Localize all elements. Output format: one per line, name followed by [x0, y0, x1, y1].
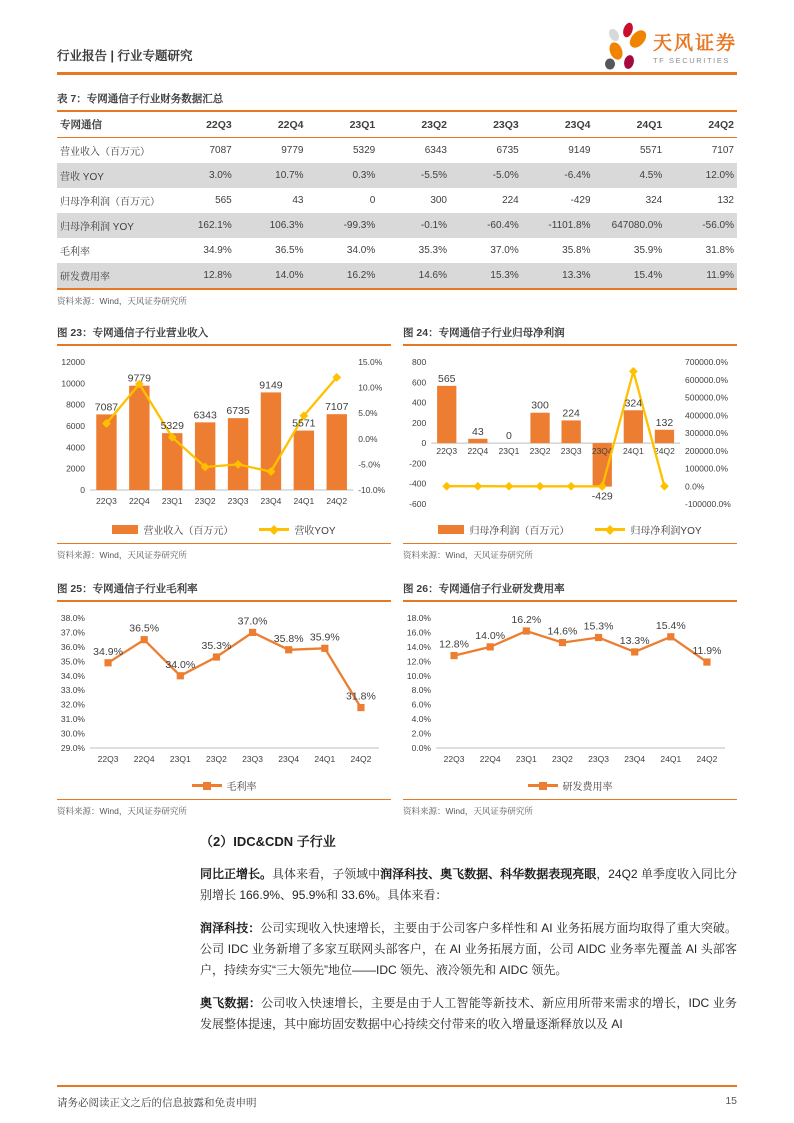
svg-text:6343: 6343	[193, 409, 217, 422]
svg-text:23Q1: 23Q1	[515, 754, 537, 764]
svg-text:0: 0	[421, 438, 427, 449]
table-source: 资料来源：Wind，天风证券研究所	[57, 296, 187, 306]
table-column-header: 24Q1	[636, 118, 663, 131]
svg-text:0: 0	[506, 430, 512, 443]
svg-text:200: 200	[412, 417, 427, 428]
svg-text:36.0%: 36.0%	[60, 641, 85, 652]
svg-text:500000.0%: 500000.0%	[685, 392, 729, 403]
table-cell: 0.3%	[352, 170, 376, 181]
svg-text:10.0%: 10.0%	[406, 670, 431, 681]
svg-text:224: 224	[562, 407, 580, 420]
figure-24-legend	[403, 522, 737, 537]
figure-26-title: 图 26：专网通信子行业研发费用率	[403, 581, 737, 602]
table-corner-header: 专网通信	[60, 119, 102, 131]
figure-24-chart	[403, 350, 737, 520]
table-cell: 7087	[209, 145, 232, 156]
table-row	[57, 188, 737, 213]
legend-label: 营收YOY	[294, 526, 336, 537]
table-cell: 35.3%	[418, 245, 447, 256]
table-cell: 565	[215, 195, 232, 206]
svg-text:4.0%: 4.0%	[411, 714, 431, 725]
svg-text:600: 600	[412, 377, 427, 388]
svg-text:7107: 7107	[325, 401, 349, 414]
svg-text:23Q3: 23Q3	[227, 496, 249, 506]
table-cell: 15.4%	[633, 270, 663, 281]
svg-text:0.0%: 0.0%	[358, 433, 378, 444]
table-cell: 6735	[496, 145, 519, 156]
svg-text:24Q1: 24Q1	[660, 754, 682, 764]
svg-text:-200: -200	[409, 458, 427, 469]
table-row-label: 归母净利润 YOY	[60, 222, 134, 233]
table-cell: 300	[430, 195, 447, 206]
table-cell: -429	[570, 195, 591, 206]
svg-text:31.0%: 31.0%	[60, 714, 85, 725]
svg-text:35.9%: 35.9%	[309, 631, 340, 644]
legend-label: 归母净利润（百万元）	[469, 526, 570, 537]
table-cell: 162.1%	[197, 220, 232, 231]
svg-text:324: 324	[624, 397, 643, 410]
table-cell: 647080.0%	[611, 220, 663, 231]
legend-swatch	[192, 784, 222, 787]
legend-swatch	[259, 528, 289, 531]
table-cell: 14.6%	[418, 270, 447, 281]
svg-text:12.0%: 12.0%	[406, 656, 431, 667]
table-cell: 12.0%	[705, 170, 734, 181]
svg-text:200000.0%: 200000.0%	[685, 445, 729, 456]
table-cell: 3.0%	[208, 170, 232, 181]
figure-26-chart	[403, 606, 737, 776]
table-cell: -5.5%	[420, 170, 447, 181]
page-number: 15	[725, 1095, 737, 1107]
brand-logo	[601, 22, 737, 70]
svg-text:24Q1: 24Q1	[622, 446, 644, 457]
svg-text:16.0%: 16.0%	[406, 627, 431, 638]
table-cell: 5329	[353, 145, 376, 156]
svg-text:132: 132	[655, 416, 674, 429]
svg-text:23Q2: 23Q2	[206, 754, 227, 764]
svg-text:22Q3: 22Q3	[436, 446, 458, 457]
svg-text:23Q2: 23Q2	[529, 446, 551, 457]
svg-text:31.8%: 31.8%	[346, 690, 376, 703]
svg-text:2.0%: 2.0%	[411, 728, 431, 739]
table-column-header: 23Q4	[564, 118, 591, 131]
legend-swatch	[595, 528, 625, 531]
figure-23-title: 图 23：专网通信子行业营业收入	[57, 325, 391, 346]
page-header	[57, 0, 737, 70]
table-cell: 106.3%	[269, 220, 304, 231]
svg-text:34.0%: 34.0%	[60, 670, 85, 681]
table-cell: 31.8%	[705, 245, 734, 256]
legend-item	[112, 522, 233, 537]
svg-text:9149: 9149	[259, 379, 283, 392]
table-row-label: 营收 YOY	[60, 172, 104, 183]
svg-text:14.0%: 14.0%	[406, 641, 431, 652]
legend-label: 毛利率	[226, 782, 257, 793]
table-cell: 224	[502, 195, 519, 206]
svg-text:22Q3: 22Q3	[443, 754, 465, 764]
table-cell: 36.5%	[275, 245, 304, 256]
svg-text:12000: 12000	[61, 357, 85, 367]
table-cell: 9149	[568, 145, 591, 156]
paragraph: 同比正增长。具体来看，子领域中润泽科技、奥飞数据、科华数据表现亮眼，24Q2 单季度收入同比分别增长 166.9%、95.9%和 33.6%。具体来看：	[200, 867, 737, 902]
svg-text:23Q1: 23Q1	[498, 446, 520, 457]
svg-text:7087: 7087	[94, 401, 119, 414]
svg-text:34.0%: 34.0%	[165, 658, 196, 671]
table-cell: 43	[292, 195, 304, 206]
figure-23-panel	[57, 325, 391, 561]
legend-label: 研发费用率	[562, 782, 613, 793]
table-cell: 11.9%	[706, 270, 734, 281]
svg-text:5329: 5329	[160, 420, 184, 433]
legend-item	[528, 778, 613, 793]
table-header-row	[57, 111, 737, 138]
table-cell: 13.3%	[562, 270, 591, 281]
table-cell: 4.5%	[639, 170, 663, 181]
svg-text:-10.0%: -10.0%	[358, 485, 386, 495]
svg-text:-5.0%: -5.0%	[358, 459, 381, 470]
svg-text:5.0%: 5.0%	[358, 408, 378, 419]
table-column-header: 23Q1	[349, 118, 376, 131]
table-cell: 132	[717, 195, 734, 206]
section-heading: （2）IDC&CDN 子行业	[200, 834, 336, 849]
svg-text:800: 800	[412, 357, 427, 367]
figure-25-source: 资料来源：Wind，天风证券研究所	[57, 806, 187, 816]
svg-text:-600: -600	[409, 499, 427, 509]
svg-text:0.0%: 0.0%	[685, 481, 705, 492]
svg-text:2000: 2000	[66, 463, 85, 474]
table-row-label: 毛利率	[60, 247, 90, 258]
svg-text:23Q1: 23Q1	[161, 496, 183, 506]
table-cell: 16.2%	[346, 270, 376, 281]
table-cell: 14.0%	[275, 270, 304, 281]
svg-text:700000.0%: 700000.0%	[685, 357, 729, 367]
svg-text:23Q3: 23Q3	[560, 446, 582, 457]
svg-text:24Q1: 24Q1	[293, 496, 315, 506]
svg-text:6000: 6000	[66, 421, 85, 431]
svg-text:8.0%: 8.0%	[411, 685, 431, 696]
table-column-header: 22Q4	[277, 118, 304, 131]
table-row	[57, 163, 737, 188]
table-column-header: 22Q3	[206, 118, 232, 131]
svg-text:6735: 6735	[226, 405, 250, 418]
table-cell: 10.7%	[275, 170, 304, 181]
svg-text:37.0%: 37.0%	[237, 615, 268, 628]
table-row	[57, 213, 737, 238]
svg-text:16.2%: 16.2%	[511, 614, 542, 626]
breadcrumb: 行业报告 | 行业专题研究	[57, 49, 193, 63]
legend-item	[259, 522, 335, 537]
table-row	[57, 238, 737, 263]
svg-text:34.9%: 34.9%	[93, 645, 123, 658]
svg-text:4000: 4000	[66, 442, 85, 453]
svg-text:22Q3: 22Q3	[97, 754, 119, 764]
figure-25-title: 图 25：专网通信子行业毛利率	[57, 581, 391, 602]
brand-text	[653, 28, 737, 65]
svg-text:0: 0	[80, 485, 85, 495]
figure-23-legend	[57, 522, 391, 537]
svg-text:30.0%: 30.0%	[60, 728, 85, 739]
table-cell: 12.8%	[203, 270, 232, 281]
svg-text:15.3%: 15.3%	[583, 620, 614, 633]
legend-swatch	[112, 525, 138, 534]
legend-item	[595, 522, 701, 537]
legend-swatch	[528, 784, 558, 787]
footer-disclaimer: 请务必阅读正文之后的信息披露和免责申明	[57, 1097, 257, 1109]
svg-text:22Q4: 22Q4	[133, 754, 155, 764]
table-cell: 9779	[281, 145, 304, 156]
svg-text:23Q4: 23Q4	[591, 446, 613, 457]
svg-text:13.3%: 13.3%	[619, 634, 650, 647]
table-cell: 15.3%	[490, 270, 519, 281]
svg-text:9779: 9779	[127, 372, 152, 385]
svg-text:565: 565	[437, 372, 456, 385]
svg-text:100000.0%: 100000.0%	[685, 463, 729, 474]
figure-23-chart	[57, 350, 391, 520]
header-divider	[57, 72, 737, 75]
table-cell: 5571	[640, 145, 663, 156]
svg-text:23Q4: 23Q4	[278, 754, 300, 764]
figure-24-source: 资料来源：Wind，天风证券研究所	[403, 550, 533, 560]
table-cell: 324	[645, 195, 663, 206]
financial-table-block	[57, 91, 737, 307]
svg-text:24Q2: 24Q2	[350, 754, 372, 764]
table-row-label: 研发费用率	[60, 272, 110, 283]
table-cell: -56.0%	[702, 220, 734, 231]
table-cell: 34.9%	[203, 245, 232, 256]
svg-text:35.0%: 35.0%	[60, 656, 85, 667]
paragraph: 奥飞数据：公司收入快速增长，主要是由于人工智能等新技术、新应用所带来需求的增长，IDC 业务发展整体提速，其中廊坊固安数据中心持续交付带来的收入增量逐渐释放以及 AI	[200, 996, 737, 1031]
figure-25-panel	[57, 581, 391, 817]
table-cell: -99.3%	[343, 220, 376, 231]
table-cell: 34.0%	[346, 245, 376, 256]
table-cell: -5.0%	[492, 170, 519, 181]
svg-text:33.0%: 33.0%	[60, 685, 85, 696]
svg-text:400000.0%: 400000.0%	[685, 410, 729, 421]
svg-text:14.6%: 14.6%	[547, 625, 578, 638]
svg-text:35.3%: 35.3%	[201, 640, 232, 652]
svg-text:24Q2: 24Q2	[326, 496, 348, 506]
svg-text:8000: 8000	[66, 399, 85, 410]
svg-text:23Q2: 23Q2	[552, 754, 573, 764]
table-column-header: 24Q2	[708, 118, 734, 131]
svg-text:36.5%: 36.5%	[129, 622, 160, 635]
table-cell: 35.9%	[633, 245, 663, 256]
figure-26-panel	[403, 581, 737, 817]
svg-text:24Q2: 24Q2	[696, 754, 718, 764]
svg-text:22Q4: 22Q4	[467, 446, 489, 457]
figure-26-legend	[403, 778, 737, 793]
tf-flower-icon	[601, 22, 647, 70]
table-cell: 37.0%	[490, 245, 519, 256]
svg-text:15.4%: 15.4%	[655, 619, 686, 632]
legend-item	[438, 522, 569, 537]
svg-text:15.0%: 15.0%	[358, 357, 383, 367]
table-title: 表 7：专网通信子行业财务数据汇总	[57, 93, 224, 105]
svg-text:35.8%: 35.8%	[273, 632, 304, 645]
table-row-label: 归母净利润（百万元）	[60, 197, 160, 208]
paragraph: 润泽科技：公司实现收入快速增长，主要由于公司客户多样性和 AI 业务拓展方面均取得了重大突破。公司 IDC 业务新增了多家互联网头部客户，在 AI 业务拓展方面，公司 AIDC 业务率先覆盖 AI 头部客户，持续夯实“三大领先”地位——IDC 领先、液冷领先和 AIDC 领先。	[200, 921, 737, 977]
svg-text:300000.0%: 300000.0%	[685, 428, 729, 438]
svg-text:24Q2: 24Q2	[654, 446, 675, 457]
svg-text:22Q4: 22Q4	[479, 754, 501, 764]
figure-23-source: 资料来源：Wind，天风证券研究所	[57, 550, 187, 560]
table-row	[57, 138, 737, 164]
figure-25-chart	[57, 606, 391, 776]
svg-text:23Q1: 23Q1	[169, 754, 191, 764]
table-cell: -1101.8%	[548, 220, 591, 231]
table-cell: 0	[369, 195, 376, 206]
legend-swatch	[438, 525, 464, 534]
charts-grid	[57, 325, 737, 817]
table-row	[57, 263, 737, 289]
legend-label: 归母净利润YOY	[630, 526, 702, 537]
table-cell: 7107	[711, 145, 734, 156]
svg-text:23Q2: 23Q2	[194, 496, 216, 506]
table-column-header: 23Q2	[421, 118, 447, 131]
svg-text:43: 43	[472, 425, 484, 438]
figure-25-legend	[57, 778, 391, 793]
svg-text:5571: 5571	[292, 417, 316, 430]
svg-text:22Q3: 22Q3	[96, 496, 117, 506]
svg-text:23Q4: 23Q4	[260, 496, 282, 506]
svg-text:600000.0%: 600000.0%	[685, 374, 729, 385]
svg-text:23Q3: 23Q3	[242, 754, 263, 764]
svg-text:24Q1: 24Q1	[314, 754, 336, 764]
page-footer	[57, 1085, 737, 1110]
brand-subtitle: TF SECURITIES	[652, 55, 731, 65]
svg-text:12.8%: 12.8%	[439, 638, 469, 651]
figure-26-source: 资料来源：Wind，天风证券研究所	[403, 806, 533, 816]
legend-label: 营业收入（百万元）	[143, 526, 234, 537]
svg-text:300: 300	[531, 399, 549, 412]
table-column-header: 23Q3	[493, 118, 519, 131]
svg-text:-429: -429	[591, 490, 613, 503]
table-row-label: 营业收入（百万元）	[60, 147, 150, 158]
svg-text:11.9%: 11.9%	[692, 645, 722, 658]
table-cell: -6.4%	[564, 170, 591, 181]
body-text-section	[57, 831, 737, 1034]
table-body	[57, 138, 737, 290]
svg-text:-100000.0%: -100000.0%	[685, 499, 731, 509]
svg-text:23Q4: 23Q4	[624, 754, 646, 764]
svg-text:6.0%: 6.0%	[411, 699, 431, 710]
svg-text:22Q4: 22Q4	[128, 496, 150, 506]
svg-text:37.0%: 37.0%	[60, 627, 85, 638]
table-cell: 35.8%	[562, 245, 591, 256]
table-cell: -0.1%	[420, 220, 447, 231]
svg-text:29.0%: 29.0%	[60, 743, 85, 753]
svg-text:14.0%: 14.0%	[475, 629, 506, 642]
svg-text:32.0%: 32.0%	[60, 699, 85, 710]
legend-item	[192, 778, 257, 793]
brand-name: 天风证券	[652, 32, 737, 54]
svg-text:38.0%: 38.0%	[60, 613, 85, 623]
svg-text:10.0%: 10.0%	[358, 382, 383, 393]
svg-text:0.0%: 0.0%	[411, 743, 431, 753]
financial-table	[57, 110, 737, 290]
svg-text:23Q3: 23Q3	[588, 754, 609, 764]
figure-24-panel	[403, 325, 737, 561]
table-cell: -60.4%	[487, 220, 519, 231]
svg-text:18.0%: 18.0%	[406, 613, 431, 623]
svg-text:10000: 10000	[61, 378, 85, 389]
svg-text:400: 400	[412, 397, 427, 408]
figure-24-title: 图 24：专网通信子行业归母净利润	[403, 325, 737, 346]
svg-text:-400: -400	[409, 478, 427, 489]
table-cell: 6343	[424, 145, 447, 156]
